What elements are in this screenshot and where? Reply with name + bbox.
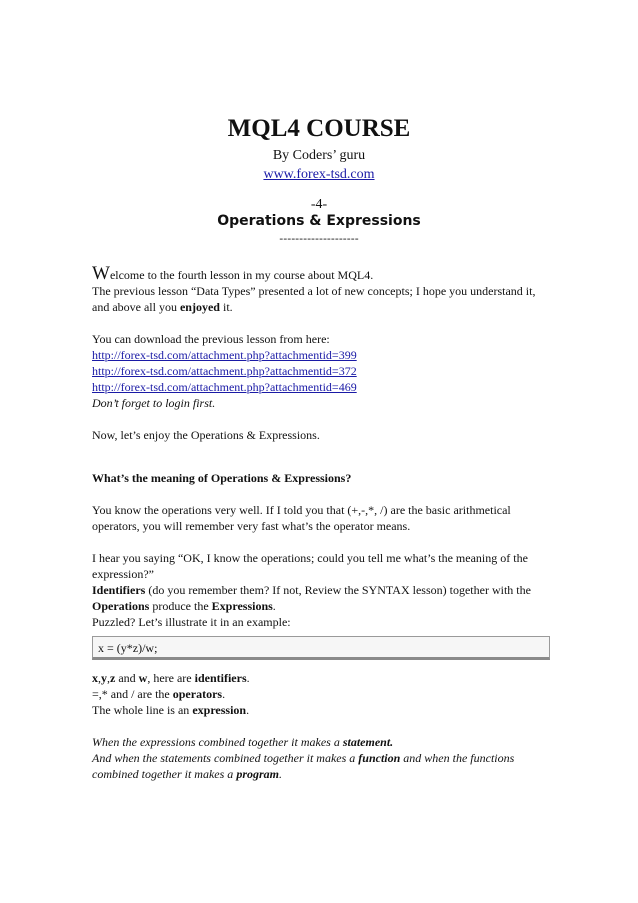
enjoyed-word: enjoyed bbox=[179, 300, 220, 314]
code-example-box bbox=[92, 636, 550, 660]
site-link[interactable]: www.forex-tsd.com bbox=[263, 167, 375, 182]
expression-explanation bbox=[92, 702, 552, 718]
previous-lesson-end: it. bbox=[219, 300, 233, 314]
welcome-text: elcome to the fourth lesson in my course about MQL4. bbox=[109, 268, 374, 282]
expression-word: expression bbox=[192, 703, 247, 717]
statement-line bbox=[92, 734, 552, 750]
period: . bbox=[246, 703, 250, 717]
author-byline: By Coders’ guru bbox=[272, 148, 366, 163]
period: . bbox=[272, 599, 276, 613]
code-line: x = (y*z)/w; bbox=[98, 641, 158, 655]
operations-term: Operations bbox=[92, 599, 150, 613]
function-program-line bbox=[92, 750, 552, 782]
program-word: program bbox=[236, 767, 279, 781]
function-word: function bbox=[358, 751, 401, 765]
operators-explanation bbox=[92, 686, 552, 702]
x-identifier: x bbox=[92, 671, 98, 685]
lesson-subtitle: Operations & Expressions bbox=[217, 213, 421, 229]
lesson-number: -4- bbox=[310, 197, 328, 212]
previous-lesson-text: The previous lesson “Data Types” presented a lot of new concepts; I hope you understand it, and above all you bbox=[92, 284, 536, 314]
period: . bbox=[279, 767, 282, 781]
section-heading: What’s the meaning of Operations & Expressions? bbox=[92, 471, 352, 485]
enjoy-line: Now, let’s enjoy the Operations & Expressions. bbox=[92, 428, 320, 442]
operators-prefix: =,* and / are the bbox=[92, 687, 173, 701]
download-link-372[interactable]: http://forex-tsd.com/attachment.php?attachmentid=372 bbox=[92, 364, 357, 378]
puzzled-line: Puzzled? Let’s illustrate it in an example: bbox=[92, 615, 291, 629]
here-are-text: , here are bbox=[147, 671, 195, 685]
operators-word: operators bbox=[172, 687, 223, 701]
period: . bbox=[246, 671, 250, 685]
produce-text: produce the bbox=[149, 599, 212, 613]
course-title: MQL4 COURSE bbox=[227, 115, 411, 142]
identifiers-text: (do you remember them? If not, Review the SYNTAX lesson) together with the bbox=[145, 583, 531, 597]
download-intro: You can download the previous lesson from here: bbox=[92, 332, 330, 346]
login-note: Don’t forget to login first. bbox=[92, 396, 216, 410]
identifiers-term: Identifiers bbox=[92, 583, 146, 597]
comma: , bbox=[98, 671, 101, 685]
comma: , bbox=[107, 671, 110, 685]
separator-dashes: -------------------- bbox=[279, 232, 359, 245]
drop-cap: W bbox=[92, 263, 110, 284]
identifiers-paragraph bbox=[92, 582, 552, 614]
period: . bbox=[222, 687, 226, 701]
lesson-body bbox=[92, 263, 552, 782]
question-paragraph: I hear you saying “OK, I know the operations; could you tell me what’s the meaning of the expression?” bbox=[92, 551, 528, 581]
expression-prefix: The whole line is an bbox=[92, 703, 193, 717]
download-link-399[interactable]: http://forex-tsd.com/attachment.php?attachmentid=399 bbox=[92, 348, 357, 362]
y-identifier: y bbox=[101, 671, 107, 685]
identifiers-word: identifiers bbox=[194, 671, 247, 685]
program-prefix: and when the functions combined together it makes a bbox=[92, 751, 515, 781]
identifiers-explanation bbox=[92, 670, 552, 686]
function-prefix: And when the statements combined together it makes a bbox=[92, 751, 359, 765]
w-identifier: w bbox=[138, 671, 148, 685]
expressions-term: Expressions bbox=[211, 599, 273, 613]
welcome-paragraph bbox=[92, 263, 552, 284]
statement-prefix: When the expressions combined together it makes a bbox=[92, 735, 343, 749]
statement-word: statement. bbox=[342, 735, 394, 749]
and-text: and bbox=[115, 671, 139, 685]
previous-lesson-paragraph bbox=[92, 283, 552, 315]
download-link-469[interactable]: http://forex-tsd.com/attachment.php?attachmentid=469 bbox=[92, 380, 357, 394]
operations-paragraph: You know the operations very well. If I told you that (+,-,*, /) are the basic arithmetical operators, you will remember very fast what’s the operator means. bbox=[92, 503, 511, 533]
z-identifier: z bbox=[110, 671, 116, 685]
